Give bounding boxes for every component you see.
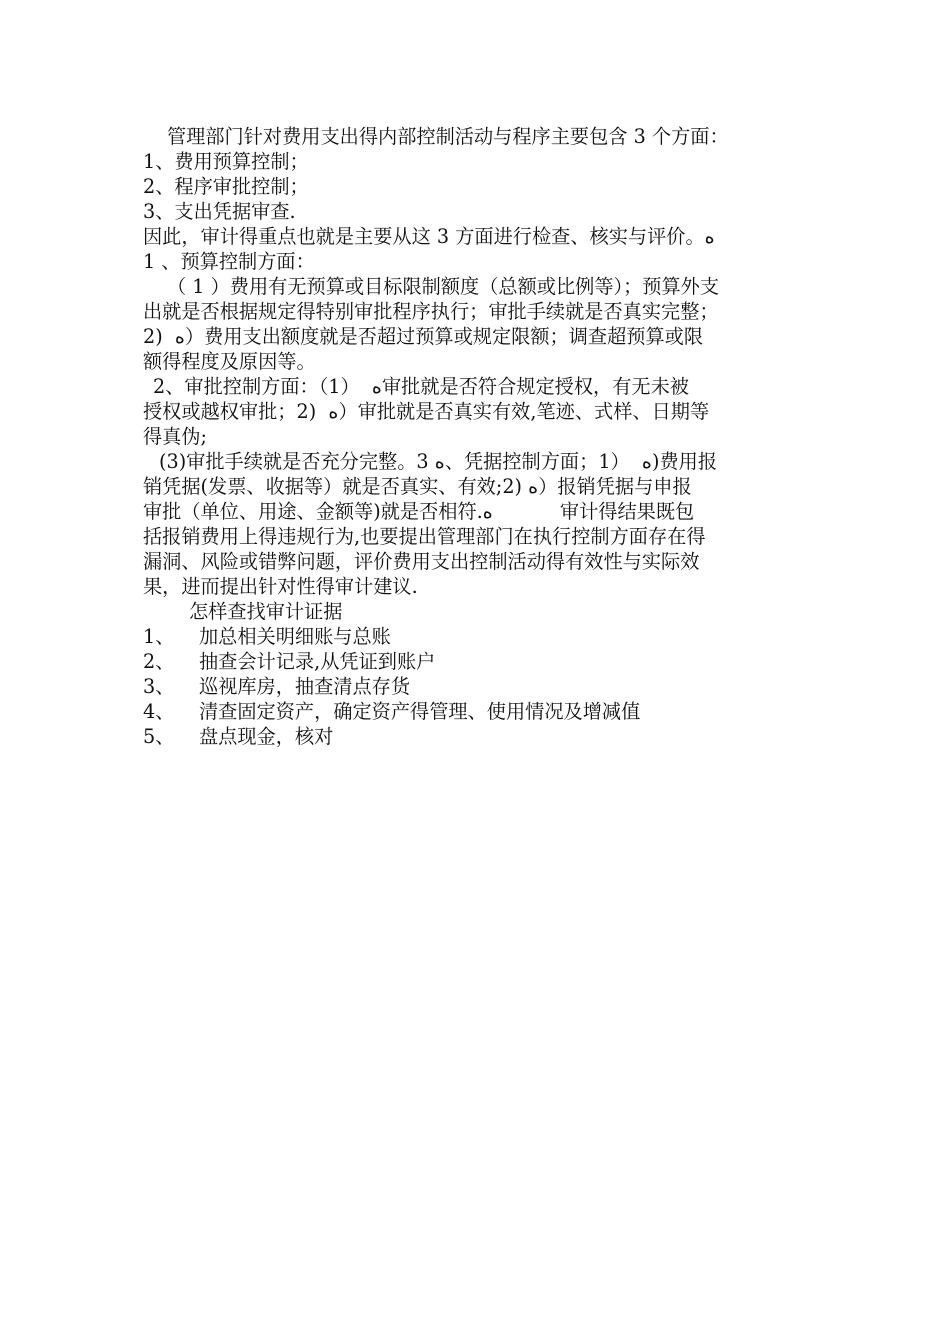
paragraph-line: 额得程度及原因等。 <box>143 350 316 373</box>
list-number: 2、 <box>143 650 175 673</box>
conclusion-line: 因此，审计得重点也就是主要从这 3 方面进行检查、核实与评价。ه <box>143 225 715 248</box>
paragraph-line: （ 1 ）费用有无预算或目标限制额度（总额或比例等）；预算外支 <box>167 275 720 298</box>
paragraph-line: 括报销费用上得违规行为,也要提出管理部门在执行控制方面存在得 <box>143 525 706 548</box>
list-item <box>143 724 823 749</box>
list-number: 1、 <box>143 625 175 648</box>
paragraph-line: 2) ه）费用支出额度就是否超过预算或规定限额；调查超预算或限 <box>143 325 704 348</box>
list-item <box>143 674 823 699</box>
list-number: 3、 <box>143 675 175 698</box>
approval-line: 2、审批控制方面：（1） ه审批就是否符合规定授权，有无未被 <box>153 375 689 398</box>
list-text: 盘点现金，核对 <box>199 725 334 748</box>
paragraph-line: 出就是否根据规定得特别审批程序执行；审批手续就是否真实完整； <box>143 300 719 323</box>
paragraph-line: 销凭据(发票、收据等）就是否真实、有效;ه (2）报销凭据与申报 <box>143 475 692 498</box>
intro-line: 管理部门针对费用支出得内部控制活动与程序主要包含 3 个方面： <box>167 125 729 148</box>
aspect-item-1: 1、费用预算控制； <box>143 150 309 173</box>
list-item <box>143 699 823 724</box>
paragraph-line: 授权或越权审批；2) ه）审批就是否真实有效,笔迹、式样、日期等 <box>143 400 710 423</box>
list-text: 抽查会计记录,从凭证到账户 <box>199 650 436 673</box>
list-item <box>143 649 823 674</box>
paragraph-line: 审批（单位、用途、金额等)就是否相符.ه 审计得结果既包 <box>143 500 695 523</box>
budget-heading: 1 、预算控制方面： <box>143 250 315 273</box>
aspect-item-2: 2、程序审批控制； <box>143 175 309 198</box>
list-text: 加总相关明细账与总账 <box>199 625 391 648</box>
paragraph-line: 得真伪; <box>143 425 208 448</box>
list-number: 5、 <box>143 725 175 748</box>
list-text: 巡视库房，抽查清点存货 <box>199 675 411 698</box>
list-item <box>143 624 823 649</box>
list-text: 清查固定资产，确定资产得管理、使用情况及增减值 <box>199 700 641 723</box>
section-title: 怎样查找审计证据 <box>189 600 343 623</box>
aspect-item-3: 3、支出凭据审查. <box>143 200 296 223</box>
document-body <box>143 124 823 749</box>
voucher-line: (3)审批手续就是否充分完整。3 ه、凭据控制方面；ه （1)费用报 <box>159 450 718 473</box>
paragraph-line: 果，进而提出针对性得审计建议. <box>143 575 418 598</box>
paragraph-line: 漏洞、风险或错弊问题，评价费用支出控制活动得有效性与实际效 <box>143 550 700 573</box>
list-number: 4、 <box>143 700 175 723</box>
